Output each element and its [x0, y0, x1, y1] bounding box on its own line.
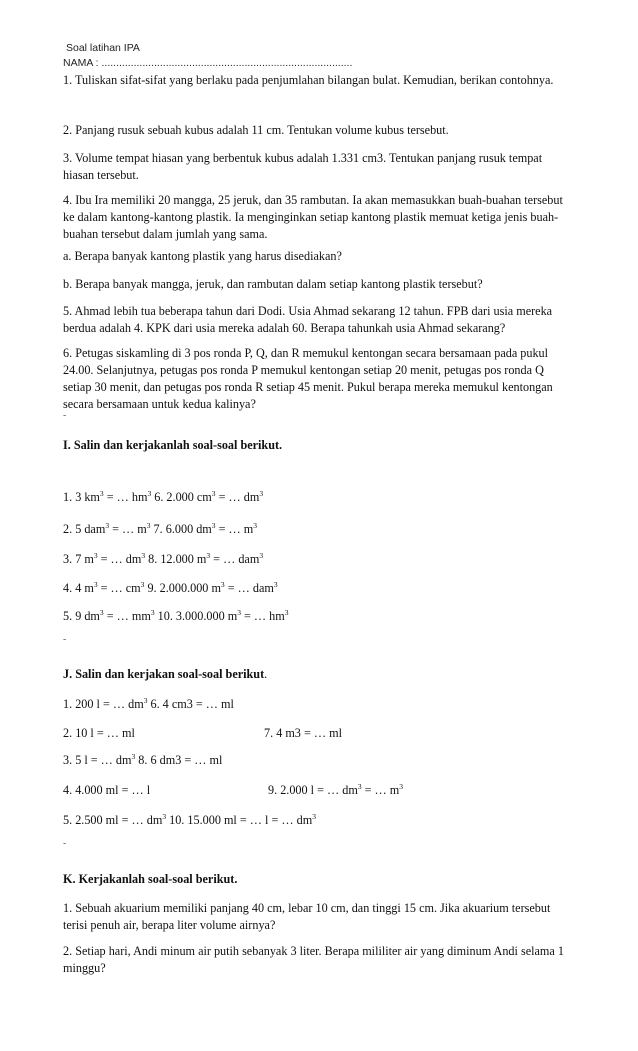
- section-j-title: J. Salin dan kerjakan soal-soal berikut.: [63, 667, 268, 681]
- question-4b: b. Berapa banyak mangga, jeruk, dan rambutan dalam setiap kantong plastik tersebut?: [63, 277, 483, 291]
- question-4a: a. Berapa banyak kantong plastik yang harus disediakan?: [63, 249, 342, 263]
- section-i-title: I. Salin dan kerjakanlah soal-soal berikut.: [63, 438, 283, 452]
- section-i-row-1: 1. 3 $km^3$ = … $hm^3$ 6. 2.000 $cm^3$ = … $dm^3$: [63, 488, 264, 504]
- separator-1: -: [63, 410, 67, 421]
- section-j-row-3: 3. 5 l = … $dm^3$ 8. 6 dm3 = … ml: [63, 751, 223, 767]
- document-title: Soal latihan IPA: [66, 42, 140, 54]
- section-k-title: K. Kerjakanlah soal-soal berikut.: [63, 872, 238, 886]
- section-i-row-5: 5. 9 $dm^3$ = … $mm^3$ 10. 3.000.000 $m^3$ = … $hm^3$: [63, 607, 289, 623]
- section-i-row-3: 3. 7 $m^3$ = … $dm^3$ 8. 12.000 $m^3$ = … dam$^3$: [63, 550, 264, 566]
- section-j-row-2-right: 7. 4 m3 = … ml: [264, 726, 342, 740]
- question-6: 6. Petugas siskamling di 3 pos ronda P, Q, dan R memukul kentongan secara bersamaan pada pukul 24.00. Selanjutnya, petugas pos ronda P memukul kentongan setiap 20 menit, petugas pos ronda Q setiap 30 menit, dan petugas pos ronda R setiap 45 menit. Pukul berapa mereka memukul kentongan secara bersamaan untuk kedua kalinya?: [63, 346, 553, 411]
- section-k-question-2: 2. Setiap hari, Andi minum air putih sebanyak 3 liter. Berapa mililiter air yang diminum Andi selama 1 minggu?: [63, 944, 564, 975]
- separator-3: -: [63, 838, 67, 849]
- section-j-row-4-right: 9. 2.000 l = … $dm^3$ = … $m^3$: [268, 781, 404, 797]
- question-1: 1. Tuliskan sifat-sifat yang berlaku pada penjumlahan bilangan bulat. Kemudian, berikan contohnya.: [63, 73, 554, 87]
- section-j-row-5: 5. 2.500 ml = … $dm^3$ 10. 15.000 ml = … l = … $dm^3$: [63, 811, 316, 827]
- question-4: 4. Ibu Ira memiliki 20 mangga, 25 jeruk, dan 35 rambutan. Ia akan memasukkan buah-buahan tersebut ke dalam kantong-kantong plastik. Ia menginginkan setiap kantong plastik memuat ketiga jenis buah-buahan tersebut dalam jumlah yang sama.: [63, 193, 563, 241]
- name-line: NAMA : ......................................................................................: [63, 57, 353, 69]
- section-i-row-4: 4. 4 $m^3$ = … $cm^3$ 9. 2.000.000 $m^3$ = … dam$^3$: [63, 579, 278, 595]
- section-j-row-1: 1. 200 l = … $dm^3$ 6. 4 cm3 = … ml: [63, 695, 234, 711]
- section-k-question-1: 1. Sebuah akuarium memiliki panjang 40 cm, lebar 10 cm, dan tinggi 15 cm. Jika akuarium tersebut terisi penuh air, berapa liter volume airnya?: [63, 901, 551, 932]
- question-3: 3. Volume tempat hiasan yang berbentuk kubus adalah 1.331 cm3. Tentukan panjang rusuk tempat hiasan tersebut.: [63, 151, 543, 182]
- section-j-row-2: 2. 10 l = … ml: [63, 726, 135, 740]
- section-j-row-4: 4. 4.000 ml = … l: [63, 783, 151, 797]
- section-i-row-2: 2. 5 dam$^3$ = … $m^3$ 7. 6.000 $dm^3$ = … $m^3$: [63, 520, 257, 536]
- question-5: 5. Ahmad lebih tua beberapa tahun dari Dodi. Usia Ahmad sekarang 12 tahun. FPB dari usia mereka berdua adalah 4. KPK dari usia mereka adalah 60. Berapa tahunkah usia Ahmad sekarang?: [63, 304, 553, 335]
- separator-2: -: [63, 634, 67, 645]
- question-2: 2. Panjang rusuk sebuah kubus adalah 11 cm. Tentukan volume kubus tersebut.: [63, 123, 449, 137]
